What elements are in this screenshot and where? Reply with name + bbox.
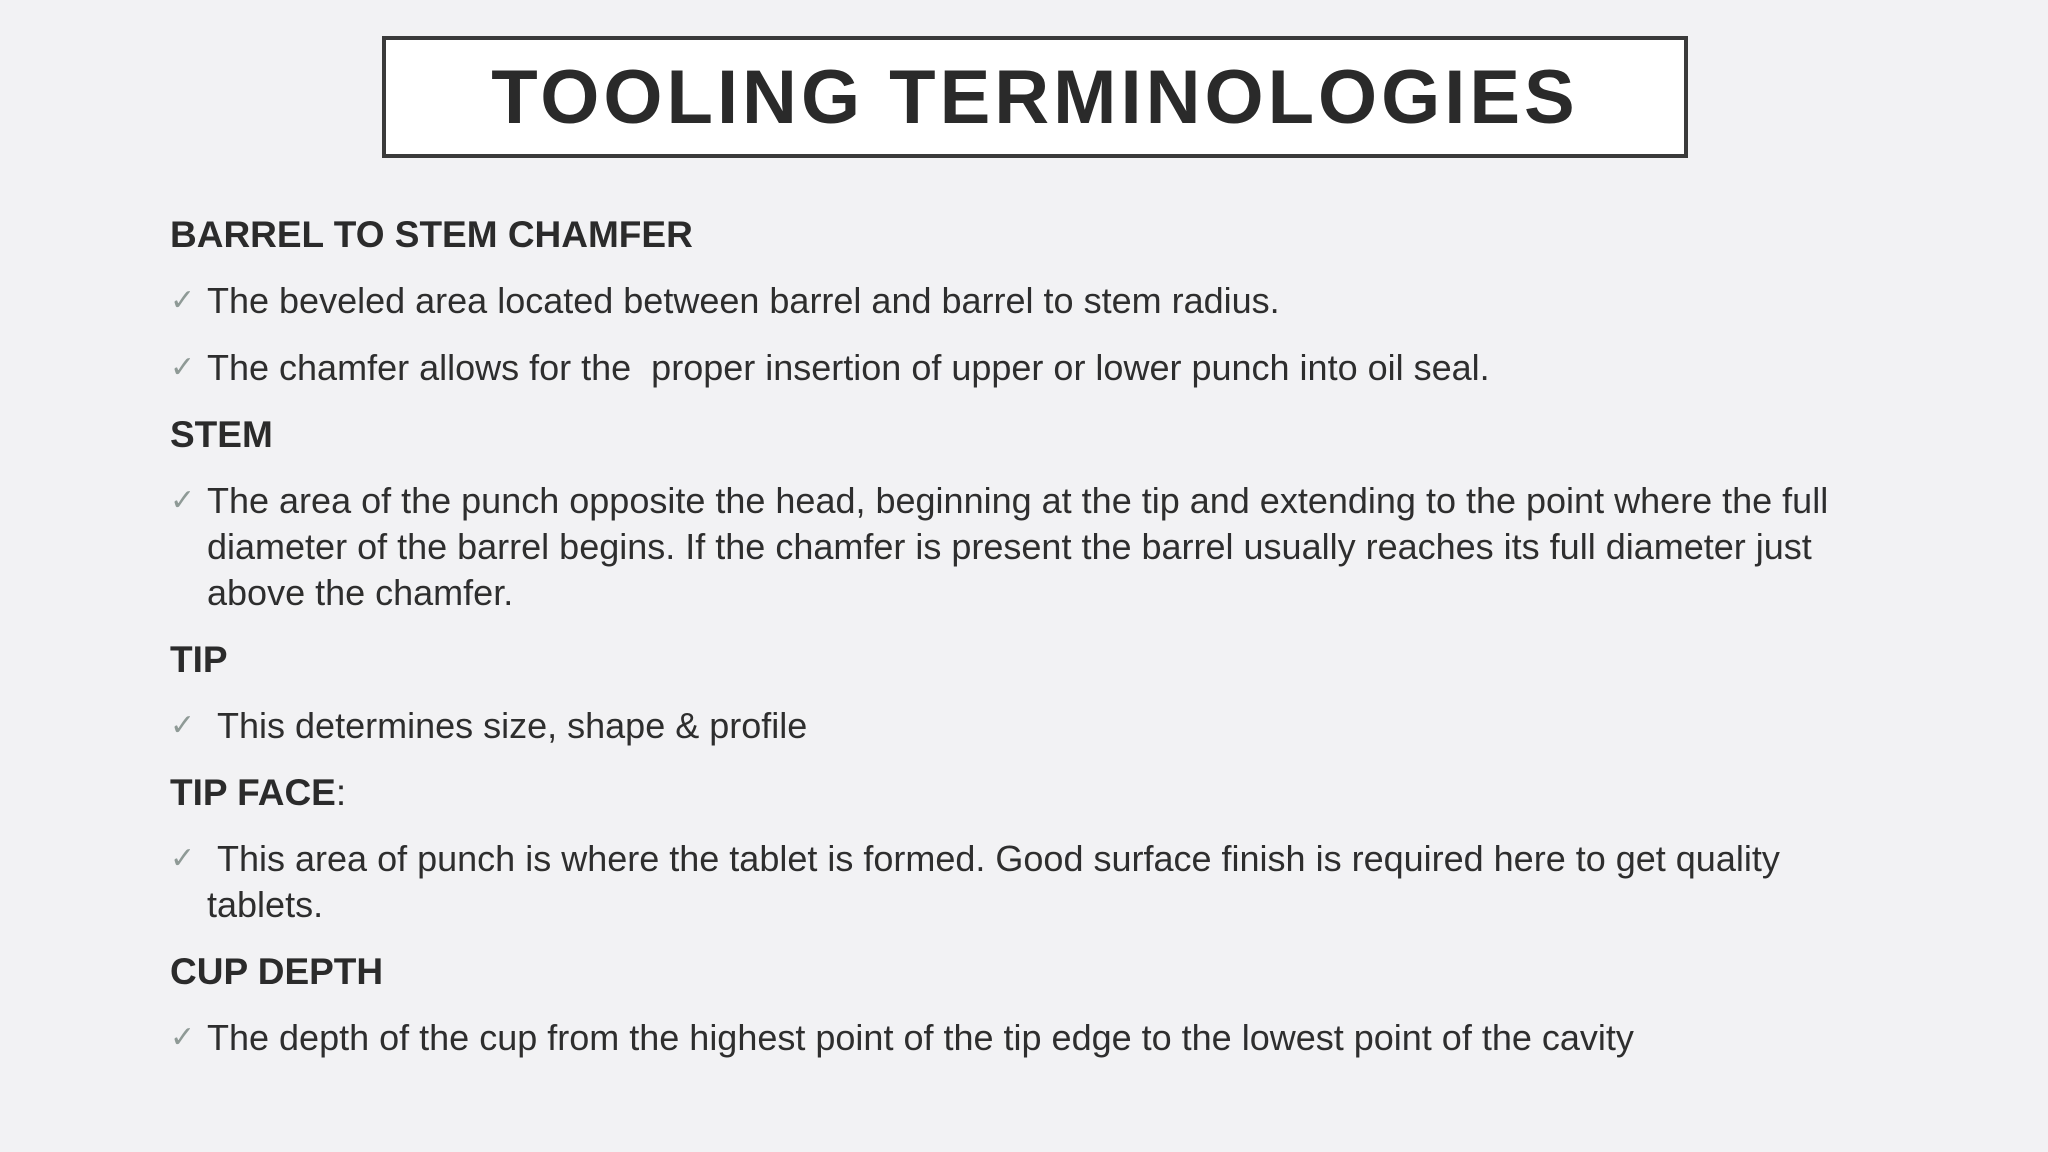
bullet-item bbox=[170, 836, 1870, 928]
bullet-item bbox=[170, 345, 1870, 391]
bullet-item bbox=[170, 703, 1870, 749]
title-box bbox=[382, 36, 1688, 158]
section-cup-depth bbox=[170, 949, 1870, 1061]
check-icon: ✓ bbox=[170, 350, 196, 385]
bullet-text: The beveled area located between barrel and barrel to stem radius. bbox=[207, 280, 1280, 321]
section-heading: BARREL TO STEM CHAMFER bbox=[170, 214, 693, 255]
bullet-item bbox=[170, 478, 1870, 616]
section-heading: TIP bbox=[170, 639, 228, 680]
check-icon: ✓ bbox=[170, 841, 196, 876]
check-icon: ✓ bbox=[170, 483, 196, 518]
content bbox=[170, 212, 1870, 1082]
bullet-item bbox=[170, 278, 1870, 324]
check-icon: ✓ bbox=[170, 708, 196, 743]
section-stem bbox=[170, 412, 1870, 616]
section-tip bbox=[170, 637, 1870, 749]
bullet-text: The area of the punch opposite the head, beginning at the tip and extending to the point where the full diameter of the barrel begins. If the chamfer is present the barrel usually reaches its full diameter just above the chamfer. bbox=[207, 480, 1829, 613]
check-icon: ✓ bbox=[170, 283, 196, 318]
page-title: TOOLING TERMINOLOGIES bbox=[491, 54, 1579, 140]
section-barrel-to-stem-chamfer bbox=[170, 212, 1870, 391]
heading-colon: : bbox=[335, 772, 347, 813]
section-heading: STEM bbox=[170, 414, 273, 455]
bullet-text: This area of punch is where the tablet is formed. Good surface finish is required here to get quality tablets. bbox=[207, 838, 1790, 925]
check-icon: ✓ bbox=[170, 1020, 196, 1055]
bullet-item bbox=[170, 1015, 1870, 1061]
section-tip-face bbox=[170, 770, 1870, 928]
section-heading: CUP DEPTH bbox=[170, 951, 384, 992]
bullet-text: This determines size, shape & profile bbox=[207, 705, 808, 746]
bullet-text: The depth of the cup from the highest point of the tip edge to the lowest point of the cavity bbox=[207, 1017, 1634, 1058]
section-heading: TIP FACE: bbox=[170, 772, 347, 813]
bullet-text: The chamfer allows for the proper insertion of upper or lower punch into oil seal. bbox=[207, 347, 1490, 388]
